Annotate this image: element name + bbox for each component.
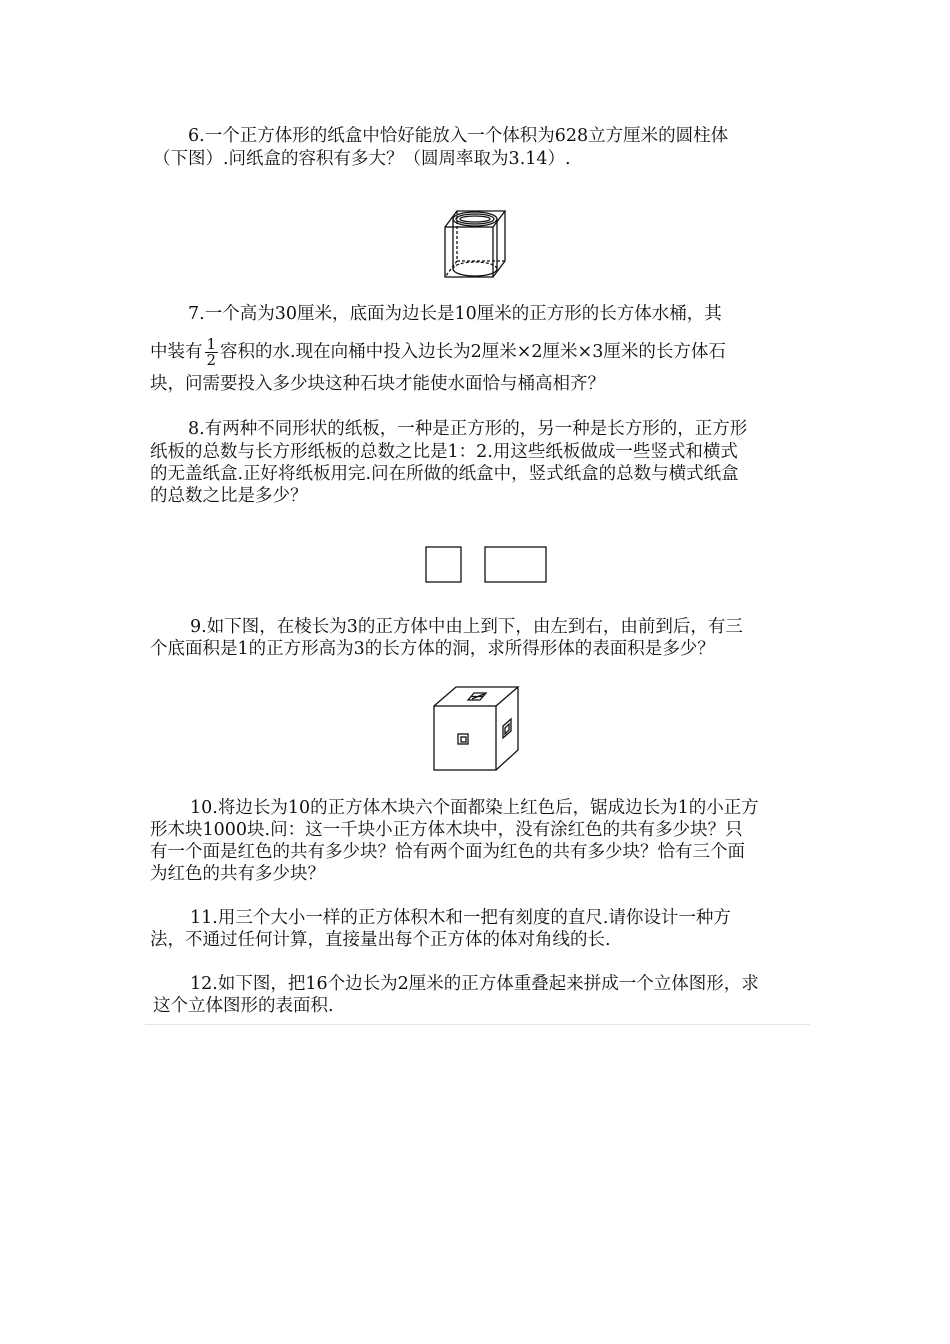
fraction-numerator: 1 bbox=[206, 335, 217, 353]
square-and-rectangle-boards-figure bbox=[424, 545, 550, 585]
problem-6-line-2: （下图）.问纸盒的容积有多大？（圆周率取为3.14）. bbox=[153, 149, 571, 169]
problem-7-line-1: 7.一个高为30厘米，底面为边长是10厘米的正方形的长方体水桶，其 bbox=[188, 304, 722, 324]
problem-8-line-3: 的无盖纸盒.正好将纸板用完.问在所做的纸盒中，竖式纸盒的总数与横式纸盒 bbox=[150, 464, 739, 484]
problem-8-line-2: 纸板的总数与长方形纸板的总数之比是1：2.用这些纸板做成一些竖式和横式 bbox=[150, 442, 738, 462]
problem-11-line-2: 法，不通过任何计算，直接量出每个正方体的体对角线的长. bbox=[150, 930, 611, 950]
problem-8-line-1: 8.有两种不同形状的纸板，一种是正方形的，另一种是长方形的，正方形 bbox=[188, 419, 748, 439]
fraction-one-half bbox=[205, 337, 219, 368]
problem-12-line-1: 12.如下图，把16个边长为2厘米的正方体重叠起来拼成一个立体图形，求 bbox=[190, 974, 759, 994]
problem-11-line-1: 11.用三个大小一样的正方体积木和一把有刻度的直尺.请你设计一种方 bbox=[190, 908, 731, 928]
problem-10-line-2: 形木块1000块.问：这一千块小正方体木块中，没有涂红色的共有多少块？只 bbox=[150, 820, 743, 840]
problem-6-line-1: 6.一个正方体形的纸盒中恰好能放入一个体积为628立方厘米的圆柱体 bbox=[188, 126, 729, 146]
cube-with-holes-figure bbox=[430, 684, 522, 774]
problem-9-line-1: 9.如下图，在棱长为3的正方体中由上到下，由左到右，由前到后，有三 bbox=[190, 617, 743, 637]
bottom-divider bbox=[145, 1024, 810, 1025]
cube-with-cylinder-figure bbox=[440, 205, 510, 281]
problem-7-line-3: 块，问需要投入多少块这种石块才能使水面恰与桶高相齐？ bbox=[150, 374, 605, 394]
square-board bbox=[426, 547, 461, 582]
problem-7-line-2 bbox=[150, 337, 726, 368]
problem-7-line-2-pre: 中装有 bbox=[150, 342, 203, 362]
problem-10-line-1: 10.将边长为10的正方体木块六个面都染上红色后，锯成边长为1的小正方 bbox=[190, 798, 759, 818]
problem-12-line-2: 这个立体图形的表面积. bbox=[153, 996, 334, 1016]
rectangle-board bbox=[485, 547, 546, 582]
problem-10-line-4: 为红色的共有多少块？ bbox=[150, 864, 325, 884]
problem-9-line-2: 个底面积是1的正方形高为3的长方体的洞，求所得形体的表面积是多少？ bbox=[150, 639, 715, 659]
problem-7-line-2-post: 容积的水.现在向桶中投入边长为2厘米×2厘米×3厘米的长方体石 bbox=[220, 342, 726, 362]
fraction-denominator: 2 bbox=[206, 351, 217, 369]
problem-10-line-3: 有一个面是红色的共有多少块？恰有两个面为红色的共有多少块？恰有三个面 bbox=[150, 842, 745, 862]
problem-8-line-4: 的总数之比是多少？ bbox=[150, 486, 308, 506]
